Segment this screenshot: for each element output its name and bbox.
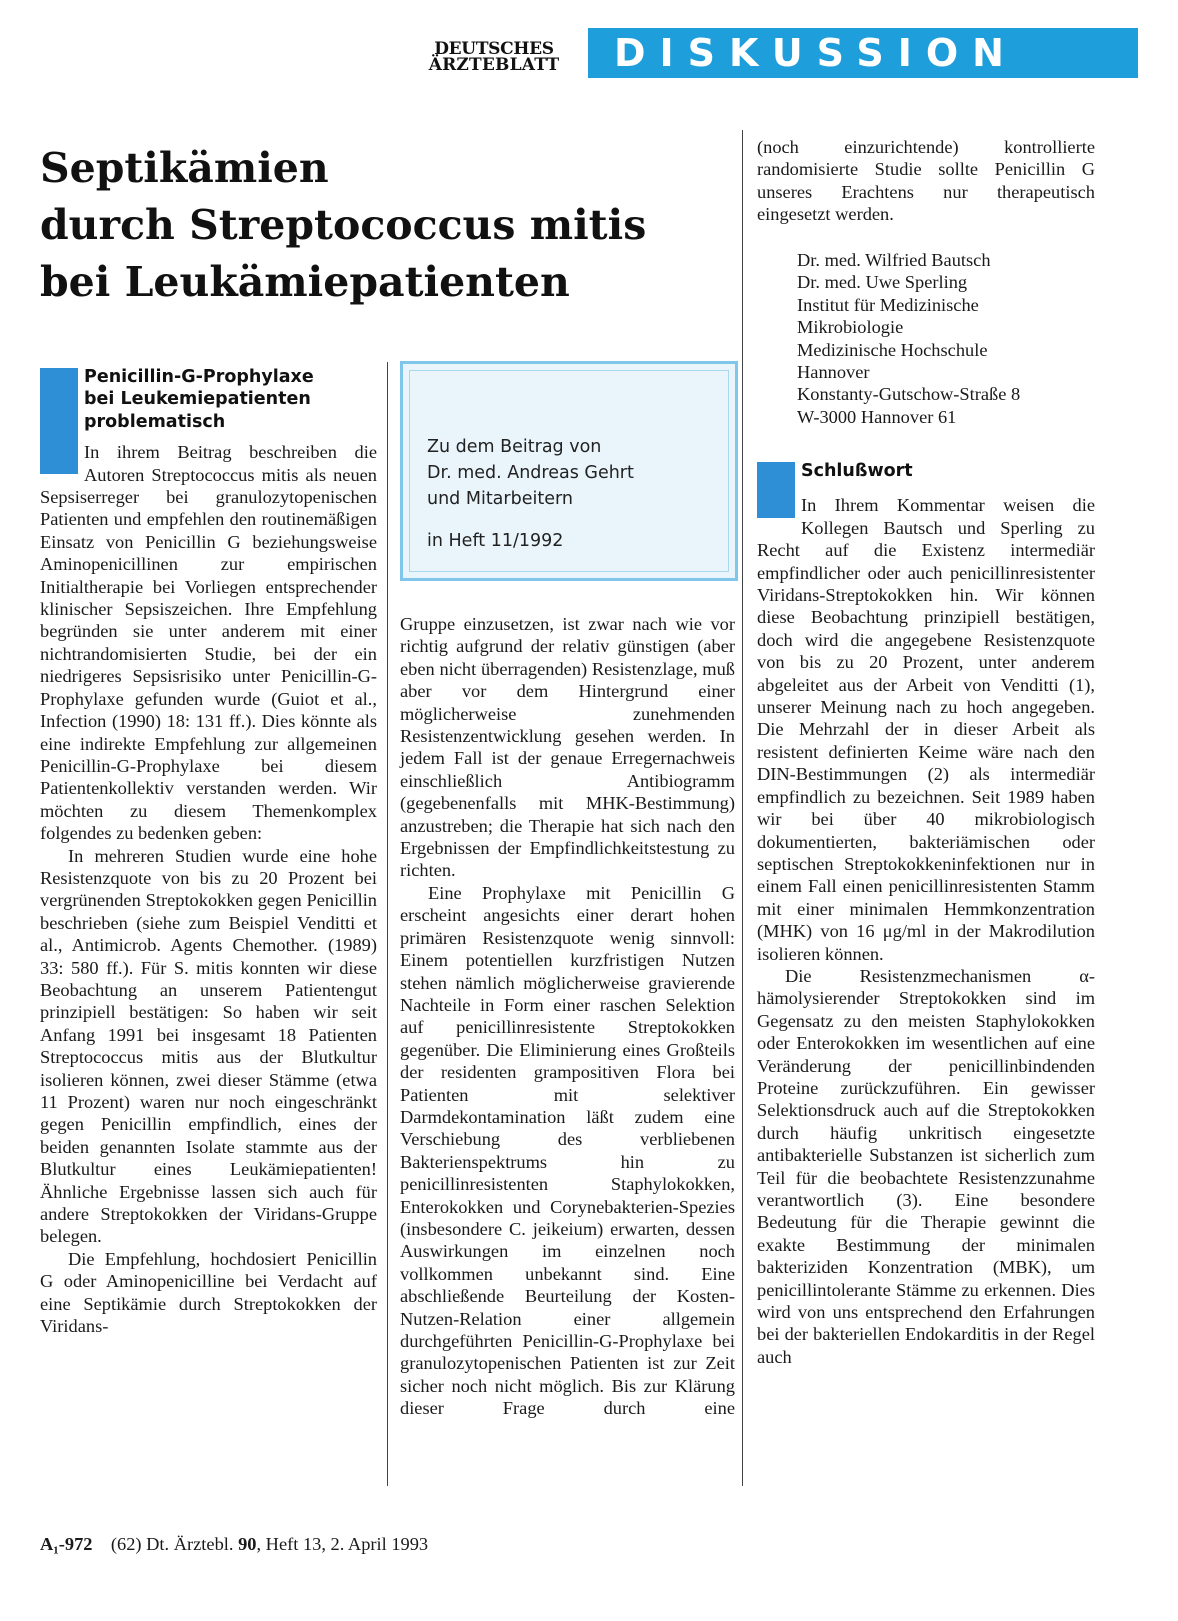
title-line-3: bei Leukämiepatienten bbox=[40, 258, 570, 306]
column-rule-2 bbox=[742, 130, 743, 1486]
page-footer bbox=[40, 1534, 428, 1555]
signature-line: Dr. med. Wilfried Bautsch bbox=[797, 250, 991, 270]
heading-accent-block bbox=[40, 368, 78, 474]
letter-column-2 bbox=[400, 613, 735, 1420]
letter-heading bbox=[40, 366, 377, 433]
reply-accent-block bbox=[757, 462, 795, 518]
journal-logo bbox=[411, 41, 577, 73]
footer-issue: , Heft 13, 2. April 1993 bbox=[256, 1534, 429, 1554]
reply-column bbox=[757, 460, 1095, 1368]
logo-line-2: ÄRZTEBLATT bbox=[428, 55, 560, 75]
footer-citation: (62) Dt. Ärztebl. bbox=[110, 1534, 234, 1554]
letter-paragraph: Eine Prophylaxe mit Penicillin G erscheint angesichts einer derart hohen primären Resistenzquote wenig sinnvoll: Einem potentiellen kurzfristigen Nutzen stehen nämlich möglicherweise gravierende Nachteile in Form einer raschen Selektion auf penicillinresistente Streptokokken gegenüber. Die Eliminierung eines Großteils der residenten grampositiven Flora bei Patienten mit selektiver Darmdekontamination läßt zudem eine Verschiebung des verbliebenen Bakterienspektrums hin zu penicillinresistenten Staphylokokken, Enterokokken und Corynebakterien-Spezies (insbesondere C. jeikeium) erwarten, dessen Auswirkungen im einzelnen noch vollkommen unbekannt sind. Eine abschließende Beurteilung der Kosten-Nutzen-Relation einer allgemein durchgeführten Penicillin-G-Prophylaxe bei granulozytopenischen Patienten ist zur Zeit sicher noch nicht möglich. Bis zur Klärung dieser Frage durch eine bbox=[400, 882, 735, 1419]
letter-paragraph: Gruppe einzusetzen, ist zwar nach wie vor richtig aufgrund der relativ günstigen (aber eben nicht überragenden) Resistenzlage, muß aber vor dem Hintergrund einer möglicherweise zunehmenden Resistenzentwicklung gesehen werden. In jedem Fall ist der genaue Erregernachweis einschließlich Antibiogramm (gegebenenfalls mit MHK-Bestimmung) anzustreben; die Therapie hat sich nach den Ergebnissen der Empfindlichkeitstestung zu richten. bbox=[400, 614, 735, 881]
section-banner: DISKUSSION bbox=[588, 28, 1138, 78]
signature-line: Hannover bbox=[797, 362, 870, 383]
column-rule-1 bbox=[387, 362, 388, 1486]
letter-heading-line-1: Penicillin-G-Prophylaxe bbox=[84, 367, 314, 387]
reply-paragraph: In Ihrem Kommentar weisen die Kollegen Bautsch und Sperling zu Recht auf die Existenz intermediär empfindlicher oder auch penicillinresistenter Viridans-Streptokokken hin. Wir können diese Beobachtung prinzipiell bestätigen, doch wird die angegebene Resistenzquote von bis zu 20 Prozent, unter anderem abgeleitet aus der Arbeit von Venditti (1), unserer Meinung nach zu hoch angegeben. Die Mehrzahl der in dieser Arbeit als resistent definierten Keime wäre nach den DIN-Bestimmungen (2) als intermediär empfindlich zu bezeichnen. Seit 1989 haben wir bei über 40 mikrobiologisch dokumentierten, bakteriämischen oder septischen Streptokokkeninfektionen nur in einem Fall einen penicillinresistenten Stamm mit einer minimalen Hemmkonzentration (MHK) von 16 μg/ml in der Makrodilution isolieren können. bbox=[757, 495, 1095, 964]
letter-paragraph: In mehreren Studien wurde eine hohe Resistenzquote von bis zu 20 Prozent bei vergrünenden Streptokokken gegen Penicillin beschrieben (siehe zum Beispiel Venditti et al., Antimicrob. Agents Chemother. (1989) 33: 580 ff.). Für S. mitis konnten wir diese Beobachtung an unserem Patientengut prinzipiell bestätigen: So haben wir seit Anfang 1991 bei insgesamt 18 Patienten Streptococcus mitis aus der Blutkultur isolieren können, zwei dieser Stämme (etwa 11 Prozent) waren nur noch eingeschränkt gegen Penicillin empfindlich, eines der beiden genannten Isolate stammte aus der Blutkultur eines Leukämiepatienten! Ähnliche Ergebnisse lassen sich auch für andere Streptokokken der Viridans-Gruppe belegen. bbox=[40, 845, 377, 1247]
source-line-2: Dr. med. Andreas Gehrt bbox=[427, 463, 634, 483]
source-issue: in Heft 11/1992 bbox=[427, 531, 564, 551]
letter-paragraph: Die Empfehlung, hochdosiert Penicillin G oder Aminopenicilline bei Verdacht auf eine Septikämie durch Streptokokken der Viridans- bbox=[40, 1248, 377, 1337]
source-reference-box bbox=[400, 361, 738, 581]
title-line-2: durch Streptococcus mitis bbox=[40, 201, 647, 249]
letter-paragraph: In ihrem Beitrag beschreiben die Autoren Streptococcus mitis als neuen Sepsiserreger bei granulozytopenischen Patienten und empfehlen den routinemäßigen Einsatz von Penicillin G beziehungsweise Aminopenicillinen zur empirischen Initialtherapie bei Vorliegen entsprechender klinischer Sepsiszeichen. Ihre Empfehlung begründen sie unter anderem mit einer nichtrandomisierten Studie, bei der ein niedrigeres Sepsisrisiko unter Penicillin-G-Prophylaxe gefunden wurde (Guiot et al., Infection (1990) 18: 131 ff.). Dies könnte als eine indirekte Empfehlung zur allgemeinen Penicillin-G-Prophylaxe bei diesem Patientenkollektiv verstanden werden. Wir möchten zu diesem Themenkomplex folgendes zu bedenken geben: bbox=[40, 442, 377, 844]
signature-line: W-3000 Hannover 61 bbox=[797, 406, 957, 427]
letter-heading-line-3: problematisch bbox=[84, 411, 226, 432]
reply-paragraph: Die Resistenzmechanismen α-hämolysierender Streptokokken sind im Gegensatz zu den meisten Staphylokokken oder Enterokokken im wesentlichen auf eine Veränderung der penicillinbindenden Proteine zurückzuführen. Ein gewisser Selektionsdruck auch auf die Streptokokken durch häufig unkritisch eingesetzte antibakterielle Substanzen ist sicherlich zum Teil für die beobachtete Resistenzzunahme verantwortlich (3). Eine besondere Bedeutung für die Therapie gewinnt die exakte Bestimmung der minimalen bakteriziden Konzentration (MBK), um penicillintolerante Stämme zu erkennen. Dies wird von uns entsprechend den Erfahrungen bei der bakteriellen Endokarditis in der Regel auch bbox=[757, 965, 1095, 1367]
page-number: A₁-972 bbox=[40, 1534, 93, 1554]
signature-line: Mikrobiologie bbox=[797, 317, 904, 338]
footer-volume: 90 bbox=[238, 1534, 257, 1554]
letter-column-1 bbox=[40, 366, 377, 1337]
signature-line: Institut für Medizinische bbox=[797, 294, 979, 315]
title-line-1: Septikämien bbox=[40, 144, 329, 192]
article-title bbox=[40, 140, 760, 311]
reply-heading: Schlußwort bbox=[801, 461, 913, 481]
signature-line: Medizinische Hochschule bbox=[797, 339, 988, 360]
signature-line: Dr. med. Uwe Sperling bbox=[797, 272, 968, 293]
letter-signature bbox=[797, 249, 1020, 428]
letter-heading-line-2: bei Leukemiepatienten bbox=[84, 389, 311, 410]
letter-column-3 bbox=[757, 136, 1095, 226]
source-line-3: und Mitarbeitern bbox=[427, 489, 573, 509]
logo-line-1: DEUTSCHES bbox=[434, 39, 554, 59]
source-line-1: Zu dem Beitrag von bbox=[427, 437, 602, 457]
source-reference-text bbox=[427, 434, 634, 554]
letter-paragraph: (noch einzurichtende) kontrollierte randomisierte Studie sollte Penicillin G unseres Erachtens nur therapeutisch eingesetzt werden. bbox=[757, 137, 1095, 225]
signature-line: Konstanty-Gutschow-Straße 8 bbox=[797, 384, 1021, 405]
